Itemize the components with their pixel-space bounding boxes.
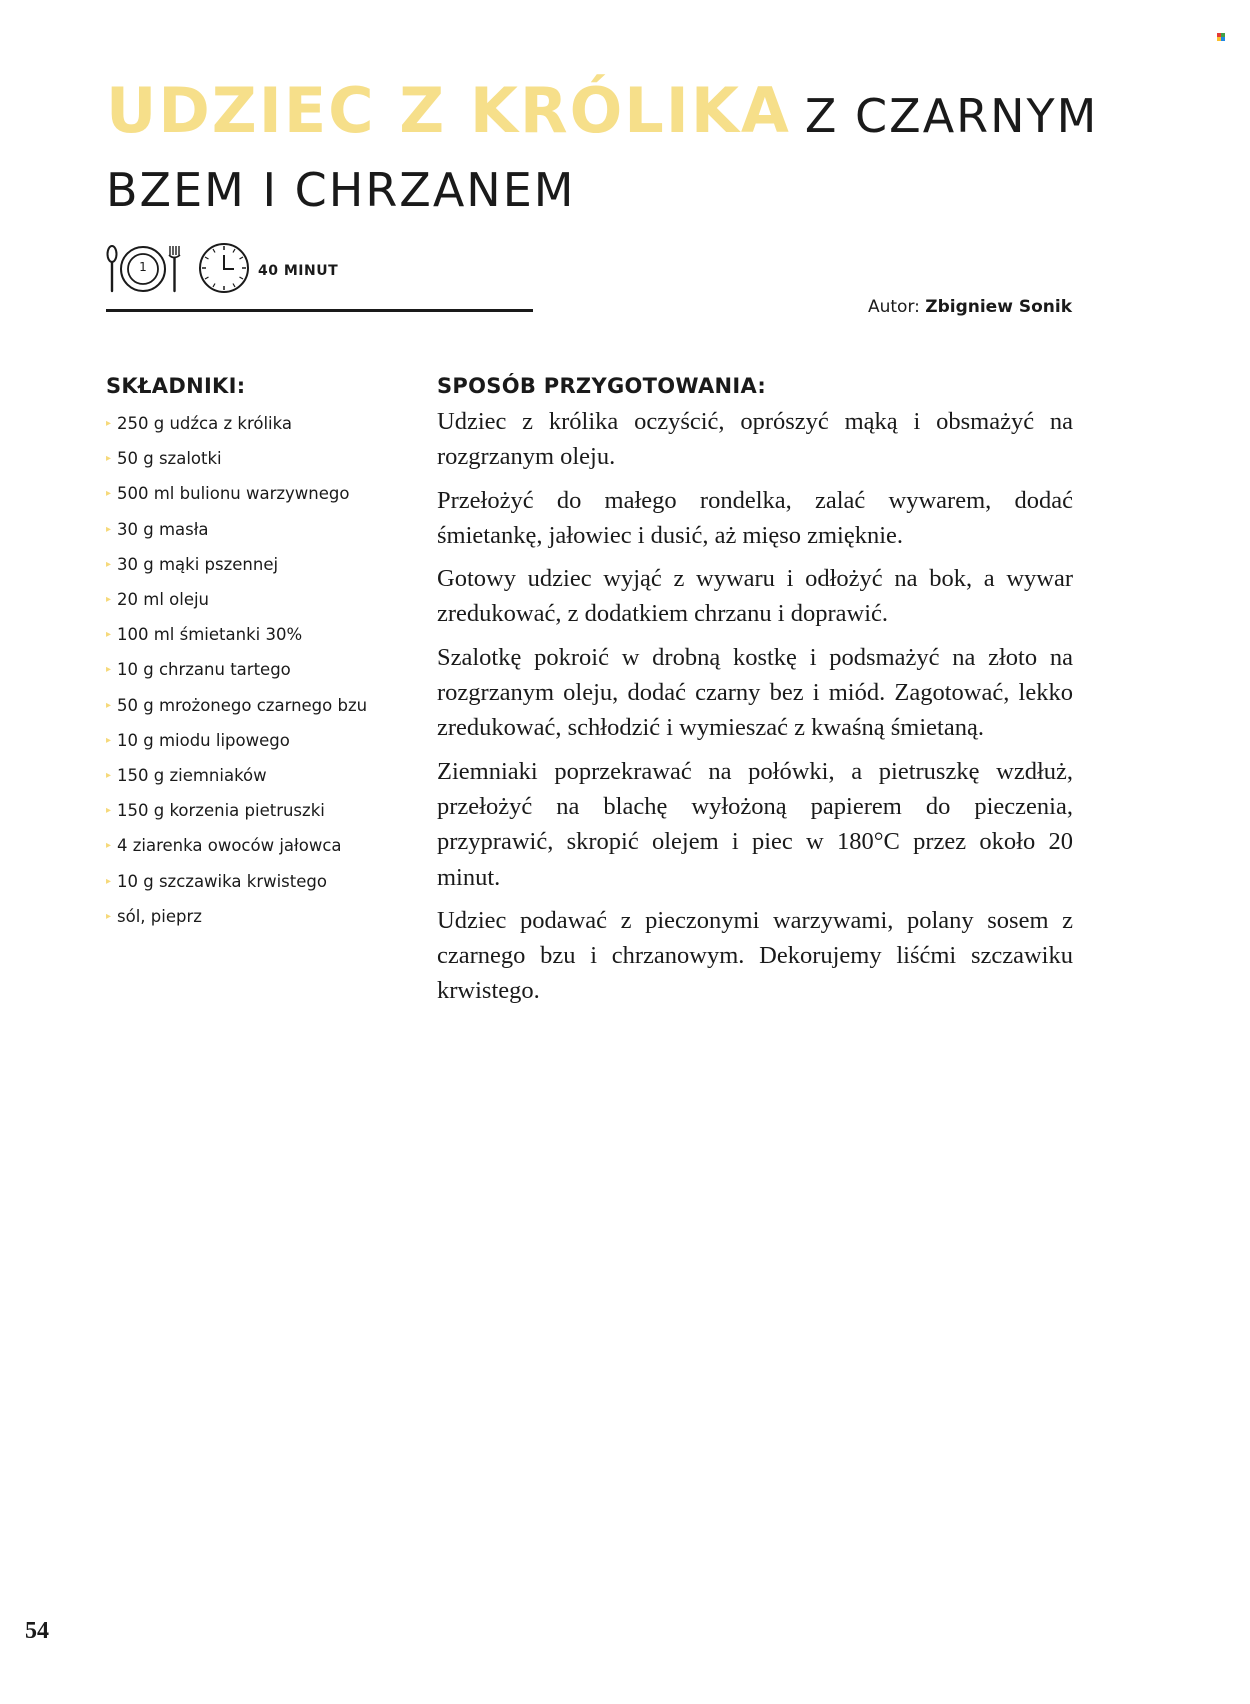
method-step: Udziec podawać z pieczonymi warzywami, polany sosem z czarnego bzu i chrzanowym. Dekorujemy liśćmi szczawiku krwistego.	[437, 906, 1073, 1005]
title-line-2: BZEM I CHRZANEM	[106, 163, 576, 217]
list-item: ▸ 30 g mąki pszennej	[106, 547, 426, 582]
ingredients-heading: SKŁADNIKI:	[106, 374, 246, 398]
list-item: ▸ sól, pieprz	[106, 899, 426, 934]
method-heading: SPOSÓB PRZYGOTOWANIA:	[437, 374, 767, 398]
list-item: ▸ 150 g ziemniaków	[106, 758, 426, 793]
list-item: ▸ 500 ml bulionu warzywnego	[106, 476, 426, 511]
bullet-icon: ▸	[106, 594, 112, 606]
bullet-icon: ▸	[106, 910, 112, 922]
prep-time: 40 MINUT	[258, 263, 339, 279]
bullet-icon: ▸	[106, 805, 112, 817]
list-item: ▸ 20 ml oleju	[106, 582, 426, 617]
ingredients-list	[106, 406, 426, 934]
ingredients-section	[106, 374, 426, 934]
list-item: ▸ 100 ml śmietanki 30%	[106, 617, 426, 652]
bullet-icon: ▸	[106, 629, 112, 641]
author-label: Autor:	[867, 297, 920, 317]
bullet-icon: ▸	[106, 734, 112, 746]
author-credit	[868, 297, 1072, 317]
recipe-title	[106, 72, 1106, 220]
method-step: Udziec z królika oczyścić, oprószyć mąką i obsmażyć na rozgrzanym oleju.	[437, 408, 1073, 471]
list-item: ▸ 10 g szczawika krwistego	[106, 864, 426, 899]
bullet-icon: ▸	[106, 488, 112, 500]
bullet-icon: ▸	[106, 453, 112, 465]
method-step: Ziemniaki poprzekrawać na połówki, a pietruszkę wzdłuż, przełożyć na blachę wyłożoną papierem do pieczenia, przyprawić, skropić olejem i piec w 180°C przez około 20 minut.	[437, 757, 1073, 891]
bullet-icon: ▸	[106, 664, 112, 676]
servings-count: 1	[139, 260, 147, 274]
title-highlight: UDZIEC Z KRÓLIKA	[106, 74, 791, 147]
bullet-icon: ▸	[106, 418, 112, 429]
bullet-icon: ▸	[106, 558, 112, 570]
list-item: ▸ 10 g miodu lipowego	[106, 723, 426, 758]
title-rest: Z CZARNYM	[804, 89, 1099, 143]
header-divider	[106, 309, 533, 312]
list-item: ▸ 50 g mrożonego czarnego bzu	[106, 688, 426, 723]
author-name: Zbigniew Sonik	[925, 297, 1072, 317]
list-item: ▸ 4 ziarenka owoców jałowca	[106, 828, 426, 863]
bullet-icon: ▸	[106, 699, 112, 711]
clock-icon	[198, 242, 250, 294]
method-step: Gotowy udziec wyjąć z wywaru i odłożyć na bok, a wywar zredukować, z dodatkiem chrzanu i doprawić.	[437, 565, 1073, 628]
method-step: Przełożyć do małego rondelka, zalać wywarem, dodać śmietankę, jałowiec i dusić, aż mięso zmięknie.	[437, 486, 1073, 549]
bullet-icon: ▸	[106, 770, 112, 782]
method-step: Szalotkę pokroić w drobną kostkę i podsmażyć na złoto na rozgrzanym oleju, dodać czarny bez i miód. Zagotować, lekko zredukować, schłodzić i wymieszać z kwaśną śmietaną.	[437, 643, 1073, 742]
list-item: ▸ 250 g udźca z królika	[106, 406, 426, 441]
bullet-icon: ▸	[106, 523, 112, 535]
recipe-meta	[106, 240, 338, 296]
list-item: ▸ 50 g szalotki	[106, 441, 426, 476]
bullet-icon: ▸	[106, 840, 112, 852]
list-item: ▸ 30 g masła	[106, 512, 426, 547]
page-number: 54	[25, 1618, 49, 1644]
brand-logo-mark	[1217, 33, 1227, 41]
list-item: ▸ 10 g chrzanu tartego	[106, 652, 426, 687]
servings-icon	[106, 241, 182, 295]
method-section	[437, 374, 1073, 1017]
bullet-icon: ▸	[106, 875, 112, 887]
list-item: ▸ 150 g korzenia pietruszki	[106, 793, 426, 828]
